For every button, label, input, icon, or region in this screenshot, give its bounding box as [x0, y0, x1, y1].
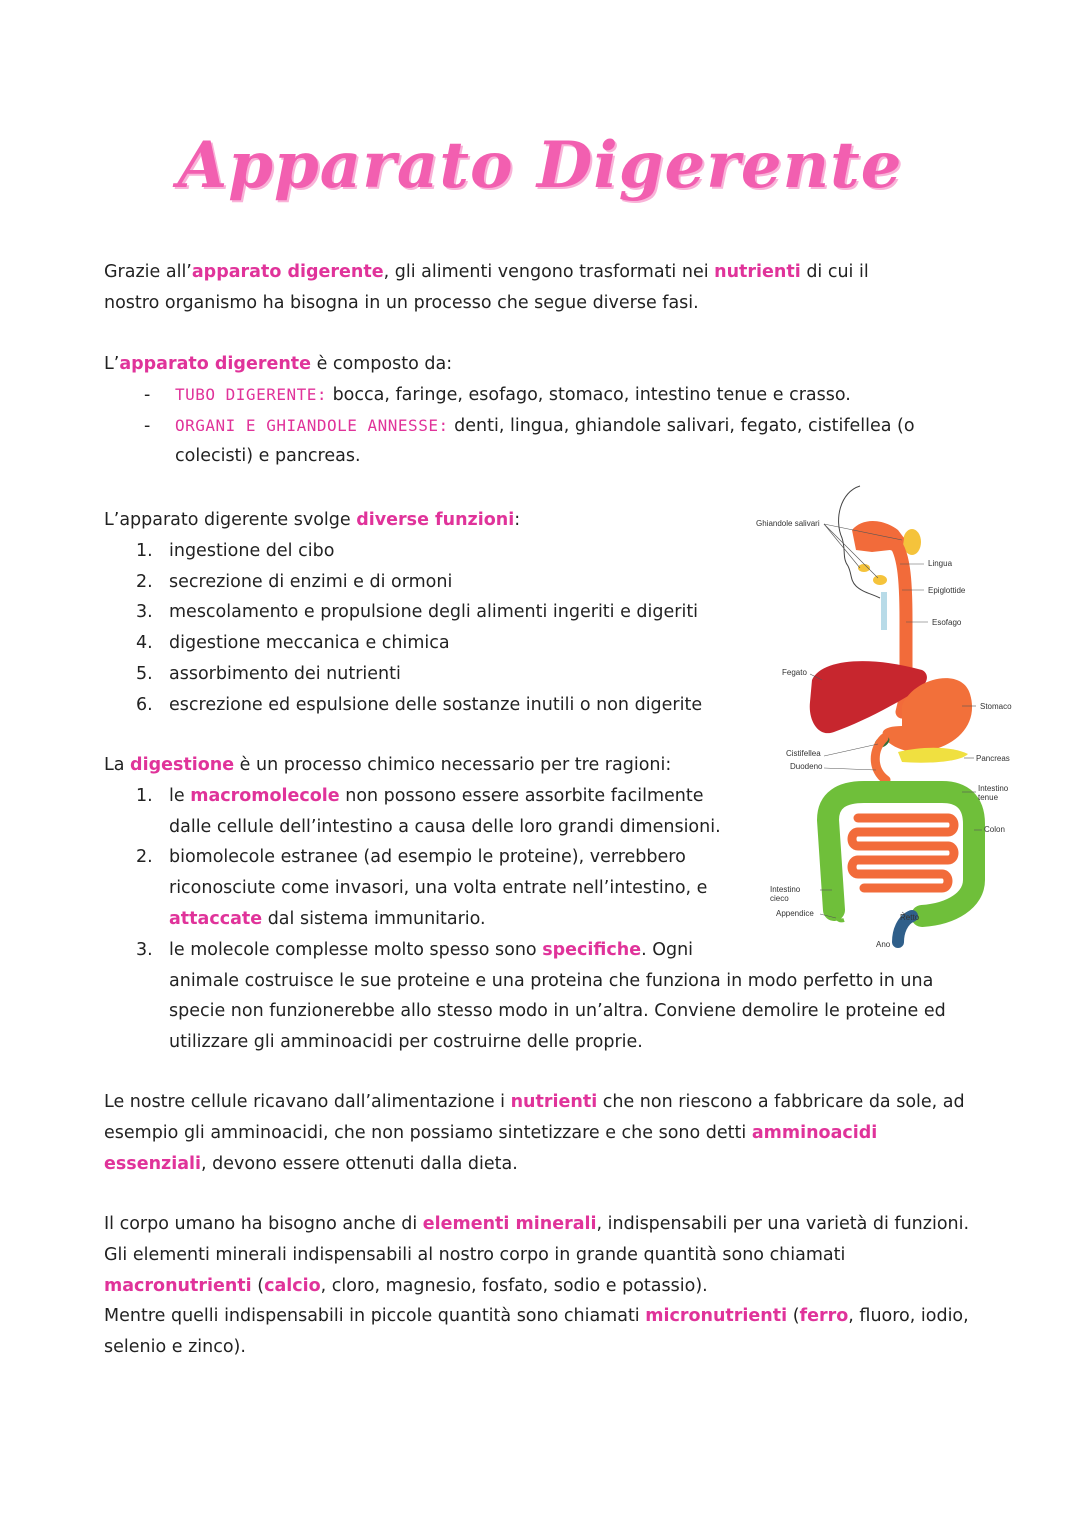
highlight-term: macronutrienti: [104, 1275, 252, 1296]
highlight-term: nutrienti: [510, 1092, 598, 1112]
composition-list: [104, 380, 924, 472]
cells-paragraph: Le nostre cellule ricavano dall’alimentazione i nutrienti che non riescono a fabbricare da sole, ad esempio gli amminoacidi, che non possiamo sintetizzare e che sono detti amminoacidi essenziali, devono essere ottenuti dalla dieta.: [104, 1092, 965, 1174]
list-item: 2. biomolecole estranee (ad esempio le proteine), verrebbero riconosciute come invasori, una volta entrate nell’intestino, e attaccate dal sistema immunitario.: [136, 847, 708, 929]
page-title: Apparato Digerente: [177, 128, 903, 203]
list-item: 4. digestione meccanica e chimica: [136, 633, 450, 654]
composition-section: L’apparato digerente è composto da: - TUBO DIGERENTE: bocca, faringe, esofago, stomaco, intestino tenue e crasso. - ORGANI E GHIANDOLE ANNESSE: denti, lingua, ghiandole salivari, fegato, cistifellea (o colecisti) e pancreas.: [104, 349, 924, 472]
label-esofago: Esofago: [932, 618, 962, 627]
list-item: 3. mescolamento e propulsione degli alimenti ingeriti e digeriti: [136, 602, 699, 623]
digestive-system-diagram: [752, 480, 1022, 960]
category-label: TUBO DIGERENTE:: [175, 384, 327, 404]
list-item: - TUBO DIGERENTE: bocca, faringe, esofago, stomaco, intestino tenue e crasso.: [104, 380, 924, 411]
label-retto: Retto: [900, 913, 920, 922]
minerals-paragraph: Il corpo umano ha bisogno anche di elementi minerali, indispensabili per una varietà di funzioni. Gli elementi minerali indispensabili al nostro corpo in grande quantità sono chiamati macronutrienti (calcio, cloro, magnesio, fosfato, sodio e potassio). Mentre quelli indispensabili in piccole quantità sono chiamati micronutrienti (ferro, fluoro, iodio, selenio e zinco).: [104, 1214, 970, 1358]
highlight-term: apparato digerente: [119, 354, 312, 374]
label-fegato: Fegato: [782, 668, 807, 677]
intro-paragraph: Grazie all’apparato digerente, gli alimenti vengono trasformati nei nutrienti di cui il nostro organismo ha bisogna in un processo che segue diverse fasi.: [104, 262, 869, 313]
highlight-term: elementi minerali: [422, 1214, 597, 1234]
label-colon: Colon: [984, 825, 1005, 834]
small-intestine-shape: [852, 818, 954, 888]
list-item: 1. le macromolecole non possono essere assorbite facilmente dalle cellule dell’intestino a causa delle loro grandi dimensioni.: [136, 785, 721, 837]
list-item: 5. assorbimento dei nutrienti: [136, 663, 401, 684]
highlight-term: macromolecole: [190, 785, 340, 806]
list-item: 6. escrezione ed espulsione delle sostanze inutili o non digerite: [136, 694, 703, 715]
highlight-term: specifiche: [542, 939, 642, 960]
highlight-term: attaccate: [169, 908, 263, 929]
list-item: 3. le molecole complesse molto spesso sono specifiche. Ogni animale costruisce le sue proteine e una proteina che funziona in modo perfetto in una specie non funzionerebbe allo stesso modo in un’altra. Conviene demolire le proteine ed utilizzare gli amminoacidi per costruirne delle proprie.: [136, 939, 946, 1053]
highlight-term: micronutrienti: [645, 1306, 788, 1327]
label-cistifellea: Cistifellea: [786, 749, 821, 758]
label-ano: Ano: [876, 940, 891, 949]
functions-list: [104, 536, 744, 721]
highlight-term: ferro: [799, 1306, 849, 1327]
digestion-section: La digestione è un processo chimico necessario per tre ragioni: 1. le macromolecole non possono essere assorbite facilmente dalle cellule dell’intestino a causa delle loro grandi dimensioni. 2. biomolecole estranee (ad esempio le proteine), verrebbero riconosciute come invasori, una volta entrate nell’intestino, e attaccate dal sistema immunitario. 3. le molecole complesse molto spesso sono specifiche. Ogni animale costruisce le sue proteine e una proteina che funziona in modo perfetto in una specie non funzionerebbe allo stesso modo in un’altra. Conviene demolire le proteine ed utilizzare gli amminoacidi per costruirne delle proprie.: [104, 750, 974, 1058]
highlight-term: amminoacidi essenziali: [104, 1122, 878, 1174]
functions-section: L’apparato digerente svolge diverse funzioni: 1. ingestione del cibo 2. secrezione di enzimi e di ormoni 3. mescolamento e propulsione degli alimenti ingeriti e digeriti 4. digestione meccanica e chimica 5. assorbimento dei nutrienti 6. escrezione ed espulsione delle sostanze inutili o non digerite: [104, 505, 744, 721]
label-pancreas: Pancreas: [976, 754, 1010, 763]
label-ghiandole-salivari: Ghiandole salivari: [756, 519, 820, 528]
highlight-term: calcio: [264, 1275, 321, 1296]
highlight-term: nutrienti: [714, 262, 801, 282]
label-epiglottide: Epiglottide: [928, 586, 966, 595]
category-label: ORGANI E GHIANDOLE ANNESSE:: [175, 415, 449, 435]
label-intestino-tenue: tenue: [978, 793, 999, 802]
label-appendice: Appendice: [776, 909, 814, 918]
list-item: 1. ingestione del cibo: [136, 540, 335, 561]
highlight-term: apparato digerente: [191, 262, 384, 282]
highlight-term: digestione: [130, 755, 235, 775]
label-lingua: Lingua: [928, 559, 953, 568]
salivary-gland-shape: [873, 575, 887, 585]
pancreas-shape: [898, 748, 968, 763]
label-intestino-cieco: Intestino: [770, 885, 801, 894]
label-duodeno: Duodeno: [790, 762, 823, 771]
label-intestino-tenue: Intestino: [978, 784, 1009, 793]
list-item: 2. secrezione di enzimi e di ormoni: [136, 571, 453, 592]
list-item: - ORGANI E GHIANDOLE ANNESSE: denti, lingua, ghiandole salivari, fegato, cistifellea (o colecisti) e pancreas.: [104, 411, 924, 473]
label-intestino-cieco: cieco: [770, 894, 789, 903]
label-stomaco: Stomaco: [980, 702, 1012, 711]
highlight-term: diverse funzioni: [356, 510, 515, 530]
